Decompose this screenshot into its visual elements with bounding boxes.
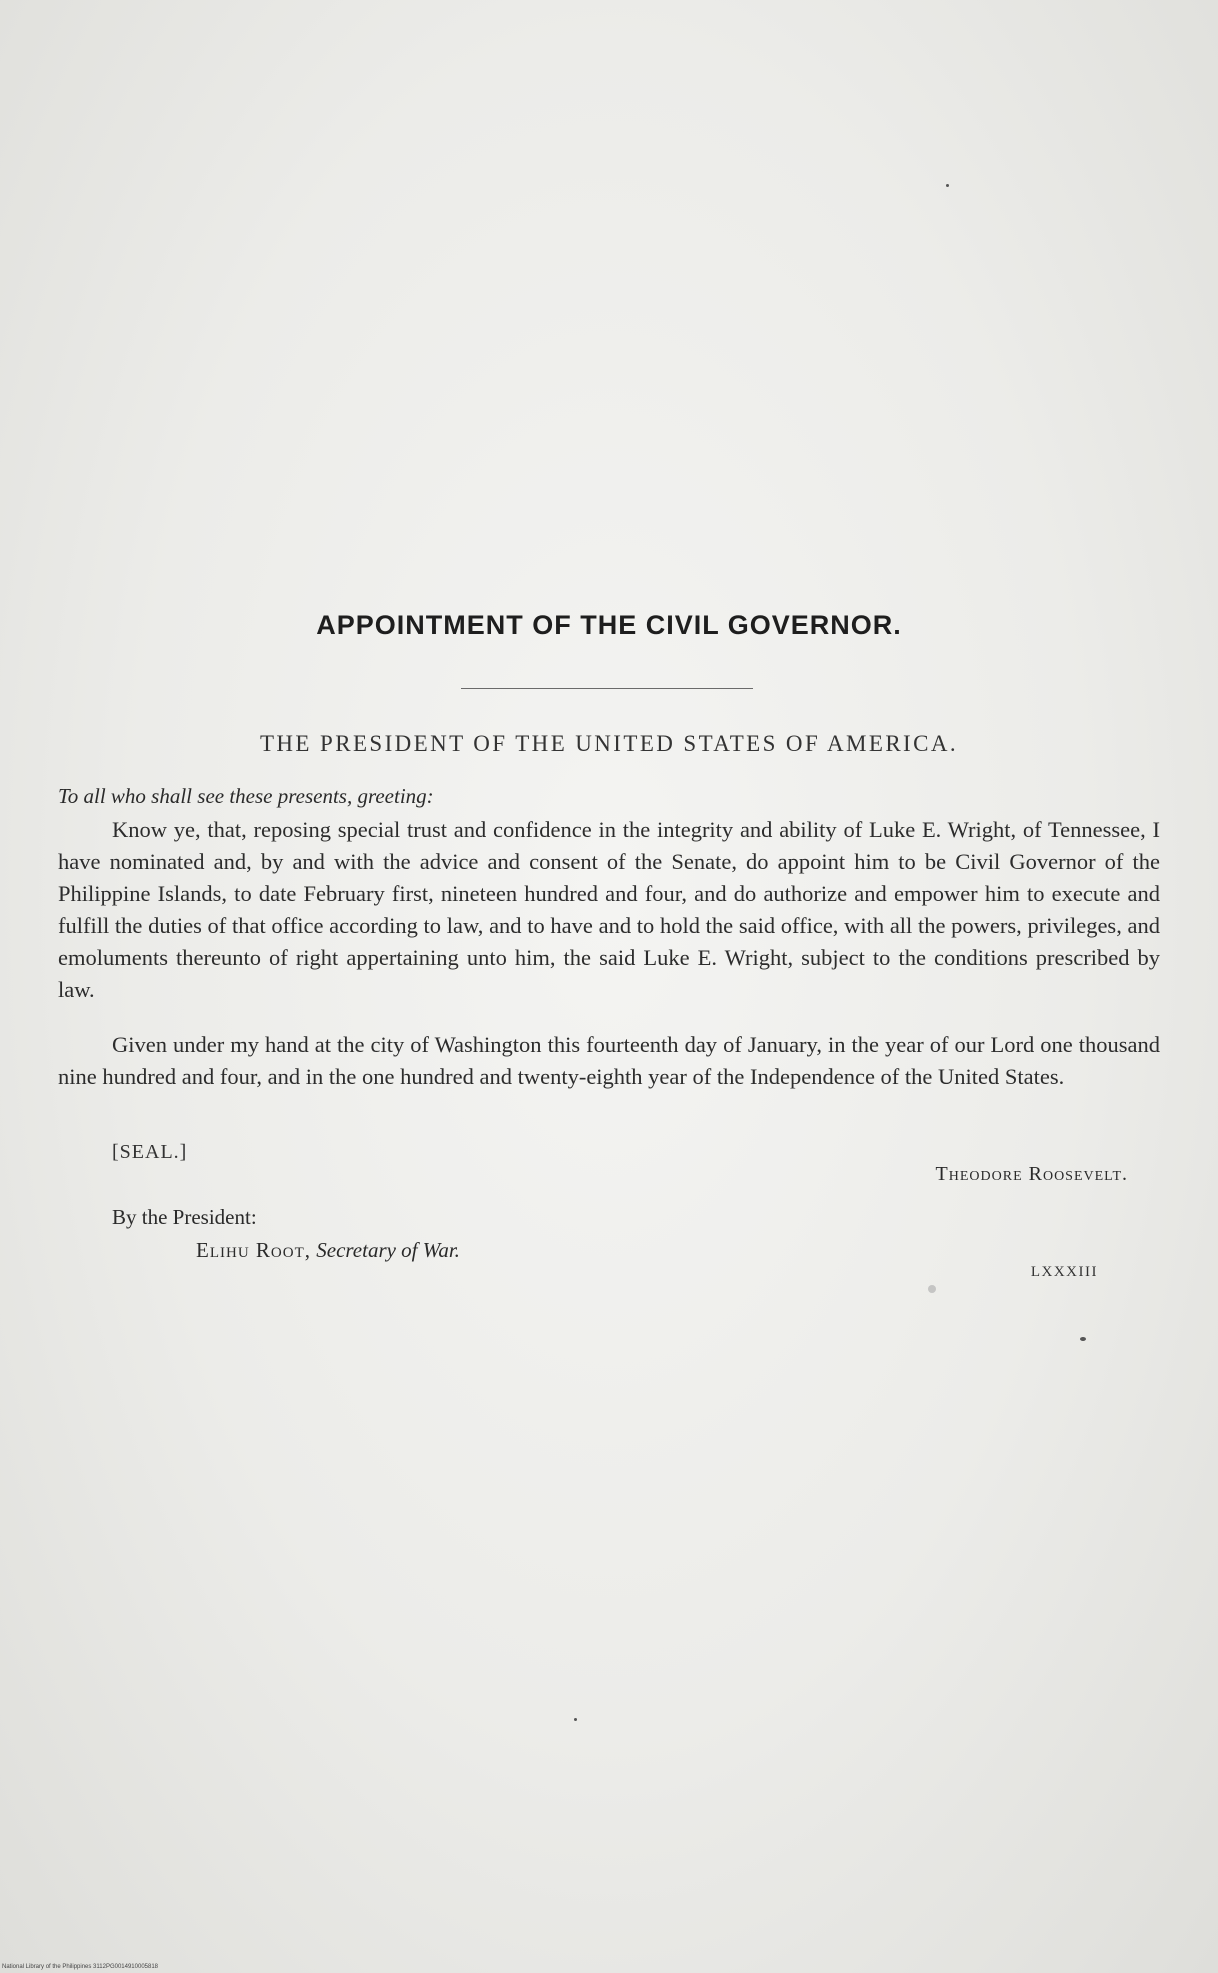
- given-under-paragraph: Given under my hand at the city of Washington this fourteenth day of January, in the year of our Lord one thousand nine hundred and four, and in the one hundred and twenty-eighth year of the Independence of the United States.: [58, 1032, 1160, 1089]
- countersignature: [196, 1238, 460, 1263]
- scan-footer: National Library of the Philippines 3112PG0014910005818: [2, 1964, 159, 1970]
- dust-speck: [946, 184, 949, 187]
- document-title: APPOINTMENT OF THE CIVIL GOVERNOR.: [316, 610, 902, 640]
- president-signature: Theodore Roosevelt.: [935, 1163, 1128, 1185]
- greeting-line: To all who shall see these presents, greeting:: [58, 784, 434, 808]
- page-number: LXXXIII: [1030, 1264, 1098, 1280]
- by-president-line: By the President:: [112, 1205, 257, 1229]
- countersign-role: Secretary of War.: [316, 1238, 460, 1262]
- countersign-name: Elihu Root,: [196, 1238, 311, 1262]
- dust-speck: [574, 1718, 577, 1721]
- seal-mark: [SEAL.]: [112, 1141, 188, 1163]
- appointment-paragraph: Know ye, that, reposing special trust and confidence in the integrity and ability of Luke E. Wright, of Tennessee, I have nominated and, by and with the advice and consent of the Senate, do appoint him to be Civil Governor of the Philippine Islands, to date February first, nineteen hundred and four, and do authorize and empower him to execute and fulfill the duties of that office according to law, and to have and to hold the said office, with all the powers, privileges, and emoluments thereunto of right appertaining unto him, the said Luke E. Wright, subject to the conditions prescribed by law.: [58, 817, 1160, 1002]
- dust-speck: [1080, 1337, 1086, 1341]
- title-divider: [461, 688, 753, 689]
- document-heading: THE PRESIDENT OF THE UNITED STATES OF AMERICA.: [259, 731, 959, 756]
- dust-speck: [928, 1285, 936, 1293]
